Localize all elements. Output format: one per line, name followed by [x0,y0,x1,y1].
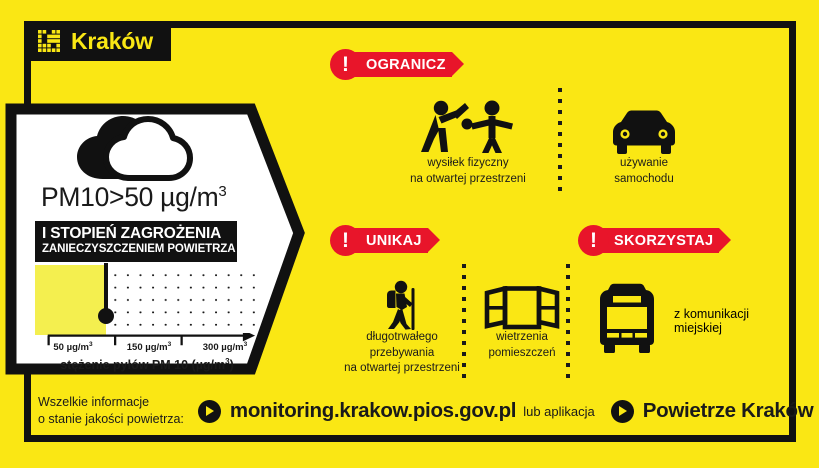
car-icon [570,103,718,156]
play-circle-icon [611,400,634,423]
play-circle-icon [198,400,221,423]
divider-dotted-1 [558,88,562,192]
badge-ogranicz [330,49,452,80]
footer [38,394,813,429]
divider-dotted-3 [566,264,570,378]
item-caption-line-1: z komunikacji [674,306,750,321]
badge-skorzystaj [578,225,719,256]
cloud-pollution-icon [75,113,193,183]
item-caption-line-1: długotrwałego [366,331,438,343]
alert-line-1: I STOPIEŃ ZAGROŻENIA [42,225,222,242]
item-caption-line-1: wysiłek fizyczny [427,157,509,169]
pm10-value-text: PM10>50 µg/m [41,182,219,212]
item-caption-line-2: przebywania [369,346,435,359]
exclamation-circle-icon: ! [330,225,361,256]
hiker-icon [322,278,482,330]
footer-lead [38,394,184,429]
footer-lead-line-1: Wszelkie informacje [38,395,150,409]
frame-top-segment [171,21,796,28]
exclamation-circle-icon: ! [330,49,361,80]
item-ventilation [468,278,576,361]
pm10-scale-chart [35,265,265,335]
badge-skorzystaj-label: SKORZYSTAJ [600,228,719,253]
item-physical-effort [396,100,540,187]
badge-unikaj [330,225,428,256]
footer-lead-line-2: o stanie jakości powietrza: [38,412,184,427]
open-window-icon [468,278,576,330]
item-caption-line-1: wietrzenia [496,331,548,343]
item-car-usage [570,103,718,187]
people-exercising-icon [396,100,540,156]
chart-marker-stem [104,263,108,313]
item-caption-line-2: samochodu [614,172,674,185]
dotted-square-icon [38,30,60,52]
panel-content [5,103,263,375]
alert-line-2: ZANIECZYSZCZENIEM POWIETRZA [42,243,236,256]
item-caption-line-3: na otwartej przestrzeni [344,362,460,375]
krakow-logo [24,21,171,61]
chart-tick-labels [35,341,265,353]
logo-label: Kraków [71,27,153,54]
tick-label-0: 50 $\mu g/m^3$ [53,341,93,354]
badge-unikaj-label: UNIKAJ [352,228,428,253]
exclamation-circle-icon: ! [578,225,609,256]
app-name[interactable]: Powietrze Kraków [642,399,814,423]
monitoring-url[interactable]: monitoring.krakow.pios.gov.pl [229,399,517,423]
pm10-value-exponent: 3 [218,183,227,201]
pm10-value [41,182,226,213]
item-long-stay-outdoors [322,278,482,377]
chart-marker-dot [98,308,114,324]
footer-middle-text: lub aplikacja [523,403,595,419]
item-caption-line-1: używanie [620,157,668,169]
item-caption-line-2: na otwartej przestrzeni [410,172,526,185]
chart-axis-caption: stężenie pyłów PM 10 $(\mu g/m^3)$ [60,357,234,373]
divider-dotted-2 [462,264,466,378]
chart-filled-region [35,265,106,335]
pm10-alert-panel [5,103,305,375]
chart-dotted-region [106,265,265,335]
item-public-transport [596,283,749,358]
bus-icon [596,283,658,358]
tick-label-1: 150 $\mu g/m^3$ [126,341,172,354]
alert-band [35,221,237,262]
badge-ogranicz-label: OGRANICZ [352,52,452,77]
tick-label-2: 300 $\mu g/m^3$ [202,341,248,354]
item-caption-line-2: miejskiej [674,320,722,335]
item-caption-line-2: pomieszczeń [488,346,556,359]
